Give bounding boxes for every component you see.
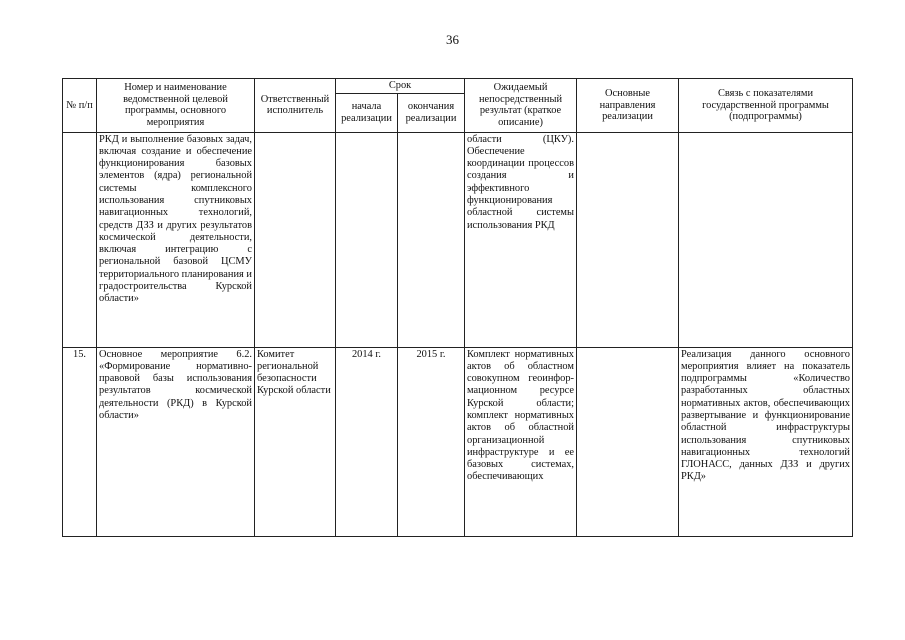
cell-program: РКД и выполнение базовых задач, включая создание и обеспечение функционирования базовых элементов (ядра) региональной системы комплексного использования спутниковых навигационных технологий, средств ДЗЗ и других результатов космической деятельности, включая интеграцию с региональной базовой ЦСМУ территориального планирования и градостроительства Курской области» <box>97 132 255 347</box>
header-term: Срок <box>336 79 465 94</box>
cell-start: 2014 г. <box>336 347 398 536</box>
cell-directions <box>577 347 679 536</box>
cell-link <box>679 132 853 347</box>
header-term-start: начала реализации <box>336 93 398 132</box>
cell-result: Комплект нормативных актов об областном совокупном геоинфор-мационном ресурсе Курской области; комплект нормативных актов об областной организационной инфраструктуре и ее базовых системах, обеспечивающих <box>465 347 577 536</box>
header-link: Связь с показателями государственной программы (подпрограммы) <box>679 79 853 133</box>
cell-link: Реализация данного основного мероприятия влияет на показатель подпрограммы «Количество разработанных областных нормативных актов, обеспечивающих развертывание и функционирование областной инфраструктуры использования спутниковых навигационных технологий ГЛОНАСС, данных ДЗЗ и других РКД» <box>679 347 853 536</box>
header-result: Ожидаемый непосредственный результат (краткое описание) <box>465 79 577 133</box>
table-row <box>63 347 853 536</box>
header-num: № п/п <box>63 79 97 133</box>
program-table <box>62 78 853 537</box>
header-directions: Основные направления реализации <box>577 79 679 133</box>
cell-result: области (ЦКУ). Обеспечение координации процессов создания и эффективного функционирования областной системы использования РКД <box>465 132 577 347</box>
cell-directions <box>577 132 679 347</box>
cell-end <box>398 132 465 347</box>
cell-executor <box>255 132 336 347</box>
header-executor: Ответственный исполнитель <box>255 79 336 133</box>
cell-program: Основное мероприятие 6.2. «Формирование нормативно-правовой базы использования результатов космической деятельности (РКД) в Курской области» <box>97 347 255 536</box>
header-program: Номер и наименование ведомственной целевой программы, основного мероприятия <box>97 79 255 133</box>
cell-end: 2015 г. <box>398 347 465 536</box>
cell-start <box>336 132 398 347</box>
cell-executor: Комитет региональной безопасности Курской области <box>255 347 336 536</box>
cell-num <box>63 132 97 347</box>
table-row <box>63 132 853 347</box>
header-row <box>63 79 853 94</box>
page-number: 36 <box>446 32 459 47</box>
header-term-end: окончания реализации <box>398 93 465 132</box>
cell-num: 15. <box>63 347 97 536</box>
